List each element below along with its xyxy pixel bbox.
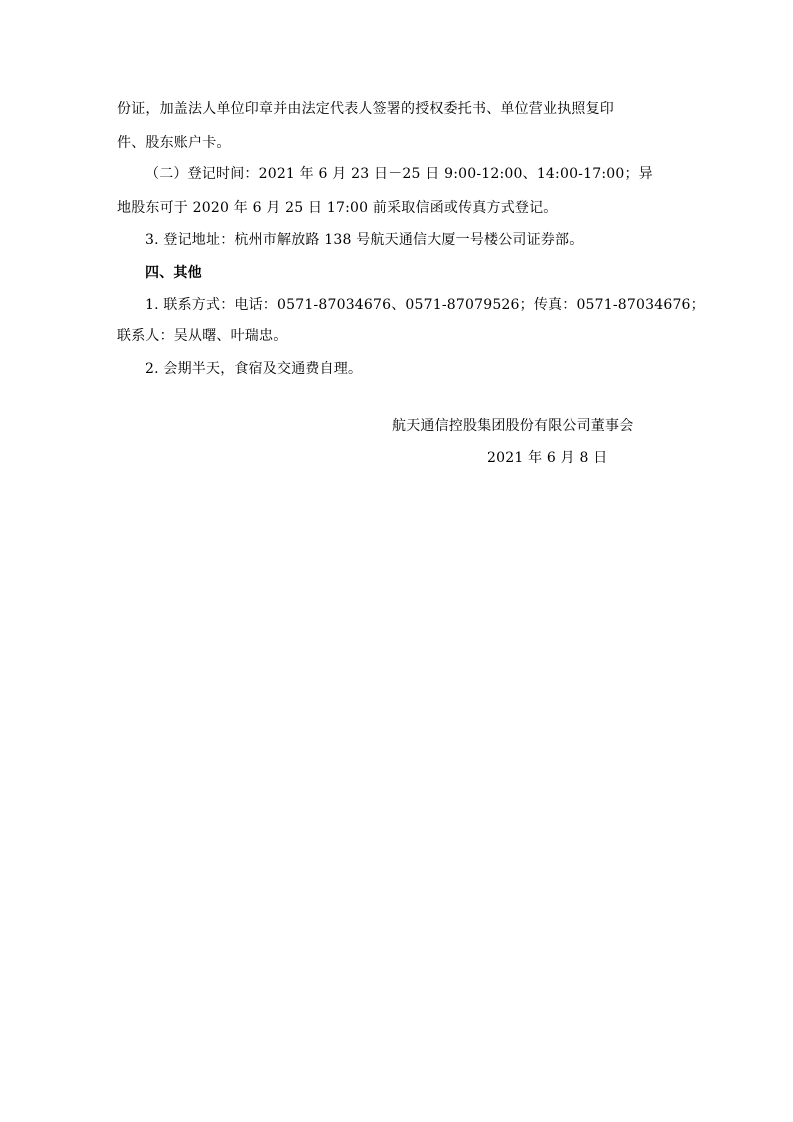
registration-time-line-2: 地股东可于 2020 年 6 月 25 日 17:00 前采取信函或传真方式登记。 [117,200,558,216]
auth-requirement-line-1: 份证，加盖法人单位印章并由法定代表人签署的授权委托书、单位营业执照复印 [117,101,614,117]
section-four-title: 四、其他 [145,265,202,281]
signature-date: 2021 年 6 月 8 日 [487,450,608,466]
registration-address: 3. 登记地址：杭州市解放路 138 号航天通信大厦一号楼公司证券部。 [145,232,584,248]
auth-requirement-line-2: 件、股东账户卡。 [117,135,231,151]
meeting-note: 2. 会期半天，食宿及交通费自理。 [145,361,363,377]
signature-company: 航天通信控股集团股份有限公司董事会 [392,418,634,434]
registration-time-line-1: （二）登记时间：2021 年 6 月 23 日－25 日 9:00-12:00、14:00-17:00；异 [145,166,653,182]
contact-line-1: 1. 联系方式：电话：0571-87034676、0571-87079526；传真：0571-87034676； [145,297,705,313]
contact-line-2: 联系人：吴从曙、叶瑞忠。 [117,328,288,344]
